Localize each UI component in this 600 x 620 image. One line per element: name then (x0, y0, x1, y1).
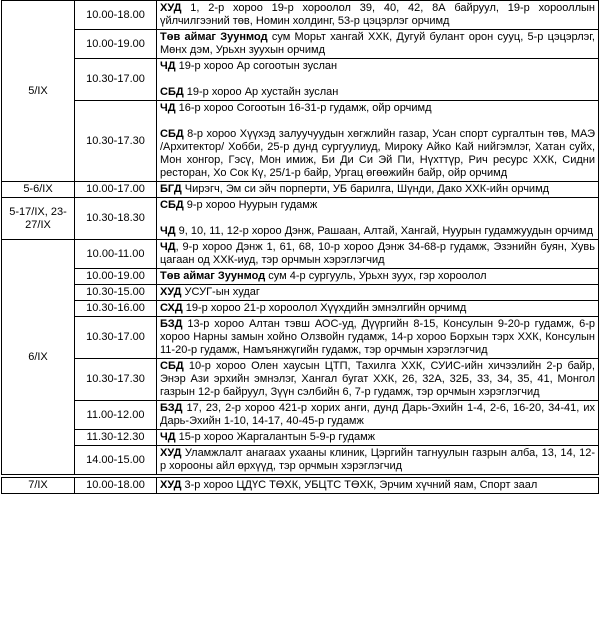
location-text: , 9-р хороо Дэнж 1, 61, 68, 10-р хороо Дэнж 34-68-р гудамж, Эзэнийн буян, Хувь цагаан од ХХК-иуд, тэр орчмын хэрэглэгчид (160, 241, 595, 266)
location-text: 19-р хороо Ар хустайн зуслан (183, 86, 339, 98)
time-cell: 11.00-12.00 (75, 401, 157, 430)
location-text: Уламжлалт анагаах ухааны клиник, Цэргийн тагнуулын газрын алба, 13, 14, 12-р хорооны айл өрхүүд, тэр орчмын хэрэглэгчид (160, 447, 595, 472)
location-text: 9-р хороо Нуурын гудамж (183, 199, 318, 211)
date-cell: 7/IX (2, 478, 75, 494)
table-row (2, 401, 599, 430)
location-text: 15-р хороо Жаргалантын 5-9-р гудамж (175, 431, 376, 443)
location-cell (157, 317, 599, 359)
table-row (2, 1, 599, 30)
location-cell (157, 240, 599, 269)
table-row (2, 359, 599, 401)
location-text: 8-р хороо Хүүхэд залуучуудын хөгжлийн газар, Усан спорт сургалтын төв, МАЭ /Архитектор/ Хобби, 25-р дунд сургуулиуд, Мироку Айко Кай нийгэмлэг, Хатан суйх, Мон хонгор, Гэсү, Мон имиж, Би Ди Си Эй Пи, Нүхттүр, Рич ресурс ХХК, Сидни ресторан, Хо Сок Кү, 25/1-р байр, Ургац өгөөжийн байр, ойр орчимд (160, 128, 595, 179)
location-cell (157, 401, 599, 430)
date-cell: 5-6/IX (2, 182, 75, 198)
district-label: Төв аймаг Зуунмод (160, 270, 266, 282)
location-text: 19-р хороо 21-р хороолол Хүүхдийн эмнэлгийн орчимд (182, 302, 467, 314)
table-row (2, 198, 599, 240)
district-label: СБД (160, 128, 184, 140)
time-cell: 10.30-16.00 (75, 301, 157, 317)
outage-schedule-table (1, 0, 599, 494)
time-cell: 10.00-18.00 (75, 478, 157, 494)
table-row (2, 30, 599, 59)
location-cell (157, 269, 599, 285)
location-text: 19-р хороо Ар согоотын зуслан (175, 60, 338, 72)
time-cell: 10.00-18.00 (75, 1, 157, 30)
table-row (2, 285, 599, 301)
location-text: сум Морьт хангай ХХК, Дугуй булант орон сууц, 5-р цэцэрлэг, Мөнх дэм, Урьхн зуухын орчимд (160, 31, 595, 56)
location-text: 13-р хороо Алтан тэвш АОС-уд, Дүүргийн 8-15, Консулын 9-20-р гудамж, 6-р хороо Нарны замын хойно Олзвойн гудамж, 14-р хороо Борхын тэрх ХХК, Консулын 11-20-р гудамж, Намъянжүгийн гудамж, тэр орчмын хэрэглэгчид (160, 318, 595, 356)
location-cell (157, 285, 599, 301)
location-cell (157, 430, 599, 446)
district-label: БЗД (160, 318, 183, 330)
table-row (2, 240, 599, 269)
district-label: СБД (160, 199, 184, 211)
district-label: БГД (160, 183, 182, 195)
district-label: ХУД (160, 2, 182, 14)
time-cell: 14.00-15.00 (75, 446, 157, 475)
time-cell: 10.30-17.30 (75, 359, 157, 401)
time-cell: 10.30-17.00 (75, 59, 157, 101)
location-text: 10-р хороо Олен хаусын ЦТП, Тахилга ХХК, СУИС-ийн хичээлийн 2-р байр, Энэр Ази эрхийн эмнэлэг, Хангал бугат ХХК, 26, 32А, 32Б, 33, 34, 35, 41, Монгол газрын 12-р байруул, Зүүн сэлбийн 6, 7-р гудамж, тэр орчмын хэрэглэгчид (160, 360, 595, 398)
time-cell: 11.30-12.30 (75, 430, 157, 446)
district-label: ЧД (160, 225, 176, 237)
date-cell: 6/IX (2, 240, 75, 475)
location-cell (157, 30, 599, 59)
time-cell: 10.00-19.00 (75, 269, 157, 285)
table-row (2, 430, 599, 446)
district-label: БЗД (160, 402, 183, 414)
location-text: сум 4-р сургууль, Урьхн зуух, гэр хороолол (265, 270, 487, 282)
district-label: ХУД (160, 479, 182, 491)
district-label: СХД (160, 302, 183, 314)
location-cell (157, 59, 599, 101)
location-cell (157, 1, 599, 30)
location-text: 3-р хороо ЦДҮС ТӨХК, УБЦТС ТӨХК, Эрчим хүчний яам, Спорт заал (181, 479, 538, 491)
time-cell: 10.30-17.30 (75, 101, 157, 182)
time-cell: 10.00-19.00 (75, 30, 157, 59)
location-text: 17, 23, 2-р хороо 421-р хорих анги, дунд Дарь-Эхийн 1-4, 2-6, 16-20, 34-41, их Дарь-Эхийн 1-10, 14-17, 40-45-р гудамж (160, 402, 595, 427)
district-label: СБД (160, 360, 184, 372)
district-label: ЧД (160, 241, 176, 253)
district-label: ХУД (160, 286, 182, 298)
table-row (2, 446, 599, 475)
location-cell (157, 182, 599, 198)
location-cell (157, 301, 599, 317)
location-text: УСУГ-ын худаг (181, 286, 260, 298)
district-label: ЧД (160, 431, 176, 443)
location-text: 1, 2-р хороо 19-р хороолол 39, 40, 42, 8А байруул, 19-р хорооллын үйлчилгээний төв, Номин холдинг, 53-р цэцэрлэг орчимд (160, 2, 595, 27)
table-row (2, 182, 599, 198)
table-row (2, 301, 599, 317)
location-text: 16-р хороо Согоотын 16-31-р гудамж, ойр орчимд (175, 102, 432, 114)
time-cell: 10.30-18.30 (75, 198, 157, 240)
time-cell: 10.30-17.00 (75, 317, 157, 359)
location-text: Чирэгч, Эм си эйч порперти, УБ барилга, Шүнди, Дако ХХК-ийн орчимд (181, 183, 550, 195)
table-row (2, 317, 599, 359)
district-label: СБД (160, 86, 184, 98)
location-text: 9, 10, 11, 12-р хороо Дэнж, Рашаан, Алтай, Хангай, Нуурын гудамжуудын орчимд (175, 225, 594, 237)
location-cell (157, 359, 599, 401)
location-cell (157, 478, 599, 494)
district-label: ЧД (160, 102, 176, 114)
time-cell: 10.30-15.00 (75, 285, 157, 301)
district-label: ХУД (160, 447, 182, 459)
table-row (2, 269, 599, 285)
table-row (2, 478, 599, 494)
location-cell (157, 446, 599, 475)
date-cell: 5-17/IX, 23-27/IX (2, 198, 75, 240)
table-row (2, 101, 599, 182)
date-cell: 5/IX (2, 1, 75, 182)
district-label: ЧД (160, 60, 176, 72)
time-cell: 10.00-11.00 (75, 240, 157, 269)
time-cell: 10.00-17.00 (75, 182, 157, 198)
table-row (2, 59, 599, 101)
location-cell (157, 101, 599, 182)
location-cell (157, 198, 599, 240)
district-label: Төв аймаг Зуунмод (160, 31, 268, 43)
